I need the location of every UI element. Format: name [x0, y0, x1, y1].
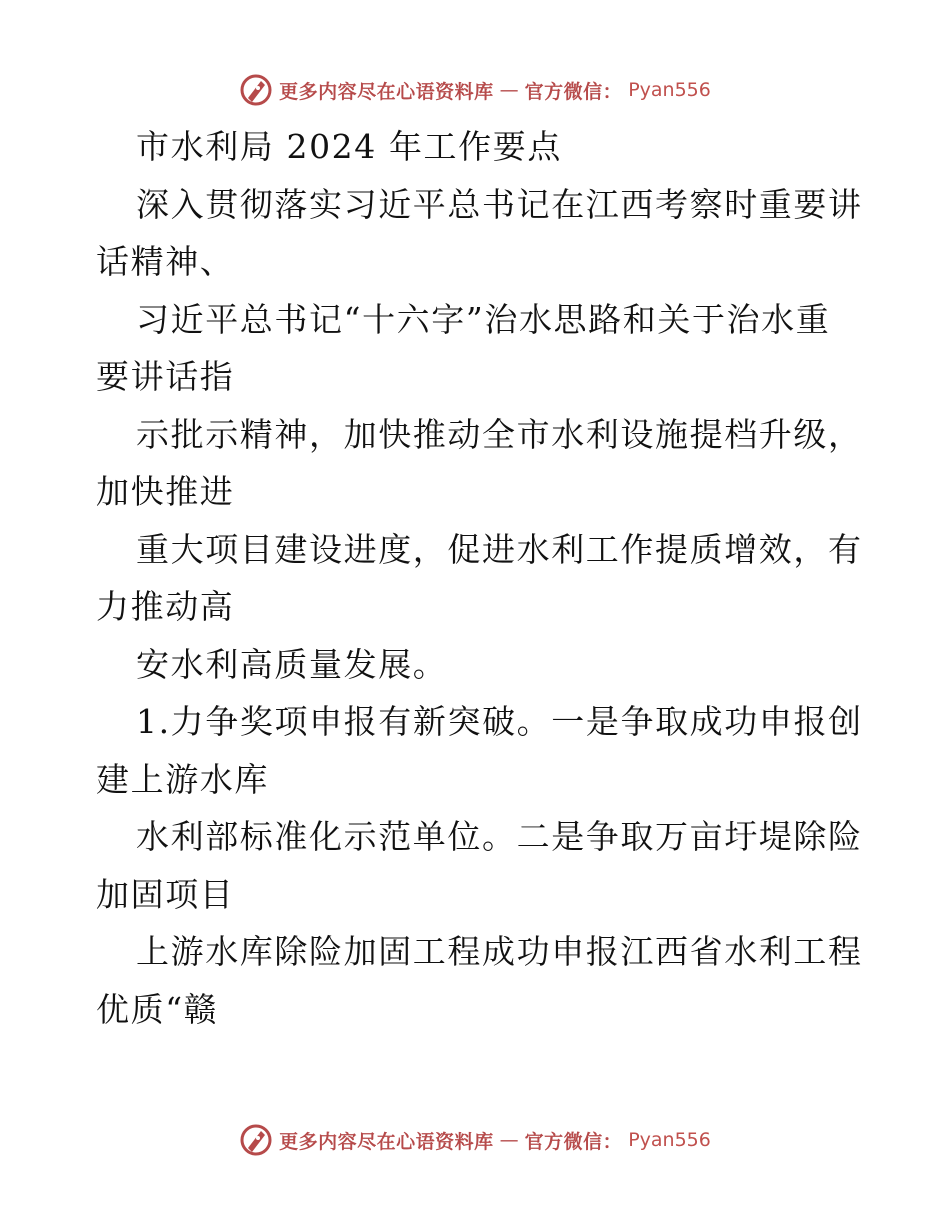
paragraph-line: 优质“赣 — [96, 989, 219, 1029]
paragraph-line: 深入贯彻落实习近平总书记在江西考察时重要讲 — [136, 184, 863, 224]
paragraph-line: 重大项目建设进度，促进水利工作提质增效，有 — [136, 529, 863, 569]
paragraph-line: 习近平总书记“十六字”治水思路和关于治水重 — [136, 299, 831, 339]
paragraph-line: 示批示精神，加快推动全市水利设施提档升级， — [136, 414, 863, 454]
pen-nib-logo-icon — [239, 73, 273, 107]
paragraph-line: 加固项目 — [96, 874, 235, 914]
paragraph-line: 安水利高质量发展。 — [136, 644, 448, 684]
watermark-wechat-id: Pyan556 — [628, 79, 711, 101]
watermark-wechat-label: 官方微信： — [524, 1130, 623, 1153]
watermark-separator: — — [499, 1129, 519, 1151]
footer-watermark — [0, 1120, 950, 1160]
paragraph-line: 话精神、 — [96, 242, 235, 281]
document-body — [96, 118, 863, 1038]
watermark-site-text: 更多内容尽在心语资料库 — [279, 80, 494, 103]
paragraph-line: 要讲话指 — [96, 357, 235, 396]
paragraph-line: 水利部标准化示范单位。二是争取万亩圩堤除险 — [136, 817, 863, 856]
paragraph-line: 上游水库除险加固工程成功申报江西省水利工程 — [136, 932, 863, 971]
paragraph-line: 力推动高 — [96, 587, 235, 626]
watermark-wechat-id: Pyan556 — [628, 1129, 711, 1151]
watermark-separator: — — [499, 79, 519, 101]
paragraph-line: 1.力争奖项申报有新突破。一是争取成功申报创 — [136, 702, 863, 741]
header-watermark — [0, 70, 950, 110]
paragraph-line: 加快推进 — [96, 472, 235, 511]
watermark-wechat-label: 官方微信： — [524, 80, 623, 103]
document-title: 市水利局 2024 年工作要点 — [136, 127, 562, 166]
pen-nib-logo-icon — [239, 1123, 273, 1157]
paragraph-line: 建上游水库 — [96, 759, 269, 799]
watermark-site-text: 更多内容尽在心语资料库 — [279, 1130, 494, 1153]
